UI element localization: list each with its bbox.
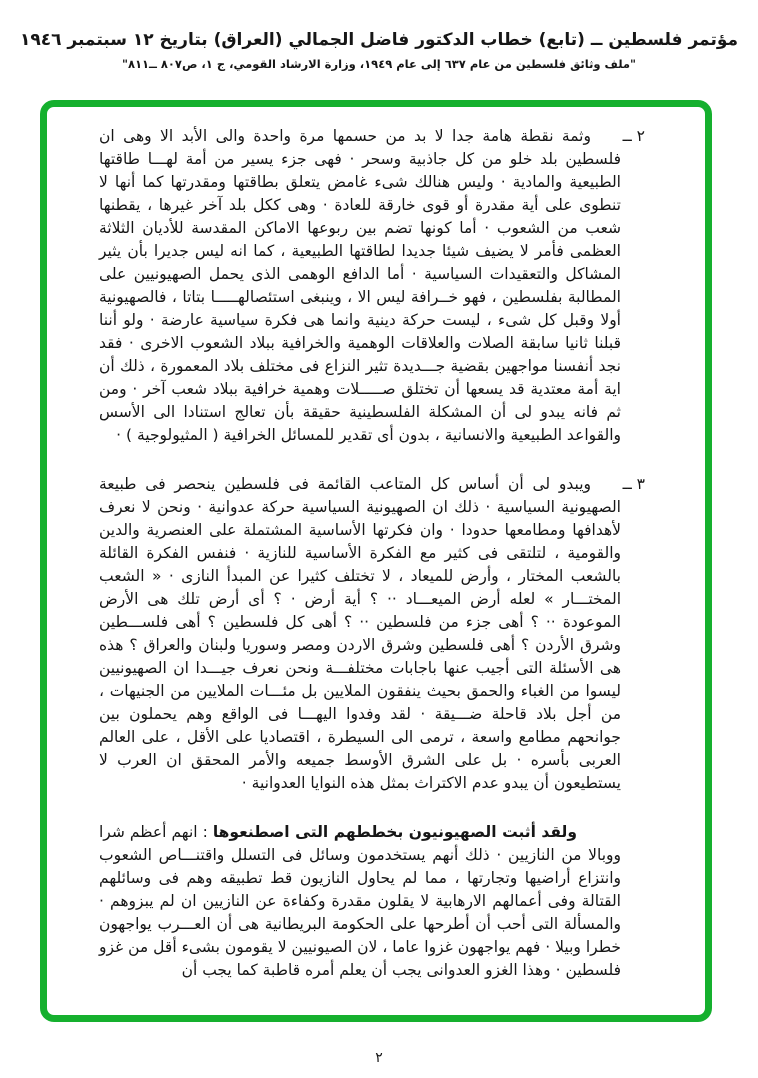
source-citation: "ملف وثائق فلسطين من عام ٦٣٧ إلى عام ١٩٤٩، وزارة الارشاد القومي، ج ١، ص٨٠٧ ــ٨١١": [121, 57, 637, 71]
paragraph: [99, 821, 621, 982]
green-border-frame: [40, 100, 712, 1022]
paragraph-body: [99, 473, 621, 795]
paragraph-text: وثمة نقطة هامة جدا لا بد من حسمها مرة واحدة والى الأبد الا وهى ان فلسطين بلد خلو من كل جاذبية وسحر · فهى جزء يسير من أمة لهـــا طاقتها الطبيعية والمادية · وليس هنالك شىء غامض يتعلق بطاقتها ومقدرتها كما أنها لا تنطوى على أية مقدرة أو قوى خارقة للعادة · وهى ككل بلد آخر غيرها ، يقطنها شعب من الشعوب · أما كونها تضم بين ربوعها الاماكن المقدسة للأديان الثلاثة العظمى فأمر لا يضيف شيئا جديدا لطاقتها الطبيعية ، كما انه ليس جديرا بأن يثير المشاكل والتعقيدات السياسية · أما الدافع الوهمى الذى يحمل الصهيونيين على المطالبة بفلسطين ، فهو خــرافة ليس الا ، وينبغى استئصالهـــــا بتاتا ، فالصهيونية أولا وقبل كل شىء ، ليست حركة دينية وانما هى فكرة سياسية عارضة · ولو أننا قبلنا ثانيا سابقة الصلات والعلاقات الوهمية والخرافية ببلاد الشعوب الاخرى · فقد نجد أنفسنا مواجهين بقضية جـــديدة تثير النزاع فى مختلف بلاد المعمورة ، ذلك أن اية أمة معتدية قد يسعها أن تختلق صـــــلات وهمية خرافية ببلاد شعب آخر · ومن ثم فانه يبدو لى أن المشكلة الفلسطينية حقيقة بأن تعالج استنادا الى الأسس والقواعد الطبيعية والانسانية ، بدون أى تقدير للمسائل الخرافية ( المثيولوجية ) ·: [99, 127, 621, 444]
paragraph-number: ٣ ــ: [622, 475, 645, 493]
speech-text-block: [47, 107, 705, 982]
paragraph-body: [99, 125, 621, 447]
page-header: [0, 0, 758, 71]
paragraph: [99, 125, 645, 447]
paragraph-text: ويبدو لى أن أساس كل المتاعب القائمة فى فلسطين ينحصر فى طبيعة الصهيونية السياسية · ذلك ان الصهيونية السياسية حركة عدوانية · ونحن لا نعرف لأهدافها ومطامعها حدودا · وان فكرتها الأساسية المشتملة على العنصرية والدين والقومية ، لتلتقى فى كثير مع الفكرة الأساسية للنازية · فنفس الفكرة القائلة بالشعب المختار ، وأرض للميعاد ، لا تختلف كثيرا عن المبدأ النازى · « الشعب المختـــار » لعله أرض الميعـــاد ·· ؟ أية أرض · ؟ أى أرض تلك هى الأرض الموعودة ·· ؟ أهى جزء من فلسطين ·· ؟ أهى كل فلسطين ؟ أهى فلســـطين وشرق الأردن ؟ أهى فلسطين وشرق الاردن ومصر وسوريا ولبنان والعراق ؟ هذه هى الأسئلة التى أجيب عنها باجابات مختلفـــة ونحن نعرف جيـــدا ان الصهيونيين ليسوا من الغباء والحمق بحيث ينفقون الملايين بل مئـــات الملايين من الجنيهات ، من أجل بلاد قاحلة ضـــيقة · لقد وفدوا اليهـــا فى الواقع وهم يحملون بين جوانحهم مطامع واسعة ، ترمى الى السيطرة ، اقتصاديا على الأقل ، على العالم العربى بأسره · بل على الشرق الأوسط جميعه والأمر المحقق ان العرب لا يستطيعون أن يبدو عدم الاكتراث بمثل هذه النوايا العدوانية ·: [99, 475, 621, 792]
paragraph: [99, 473, 645, 795]
paragraph-number: ٢ ــ: [622, 127, 645, 145]
page-number: ٢: [375, 1050, 383, 1066]
page-title: مؤتمر فلسطين ــ (تابع) خطاب الدكتور فاضل الجمالي (العراق) بتاريخ ١٢ سبتمبر ١٩٤٦: [19, 30, 739, 50]
paragraph-text: : انهم أعظم شرا ووبالا من النازيين · ذلك أنهم يستخدمون وسائل فى التسلل واقتنـــاص الشعوب وانتزاع أراضيها وتجارتها ، مما لم يحاول النازيون قط تطبيقه وهم فى وسائلهم القتالة وفى أعمالهم الارهابية لا يقلون مقدرة وكفاءة عن النازيين ان لم يبزوهم · والمسألة التى أحب أن أطرحها على الحكومة البريطانية هى أن العـــرب يواجهون خطرا وبيلا · فهم يواجهون غزوا عاما ، لان الصيونيين لا يقومون بشىء أقل من غزو فلسطين · وهذا الغزو العدوانى يجب أن يعلم أمره قاطبة كما يجب أن: [99, 823, 621, 979]
paragraph-lead: ولقد أثبت الصهيونيون بخططهم التى اصطنعوها: [212, 823, 577, 841]
paragraph-body: [99, 821, 621, 982]
